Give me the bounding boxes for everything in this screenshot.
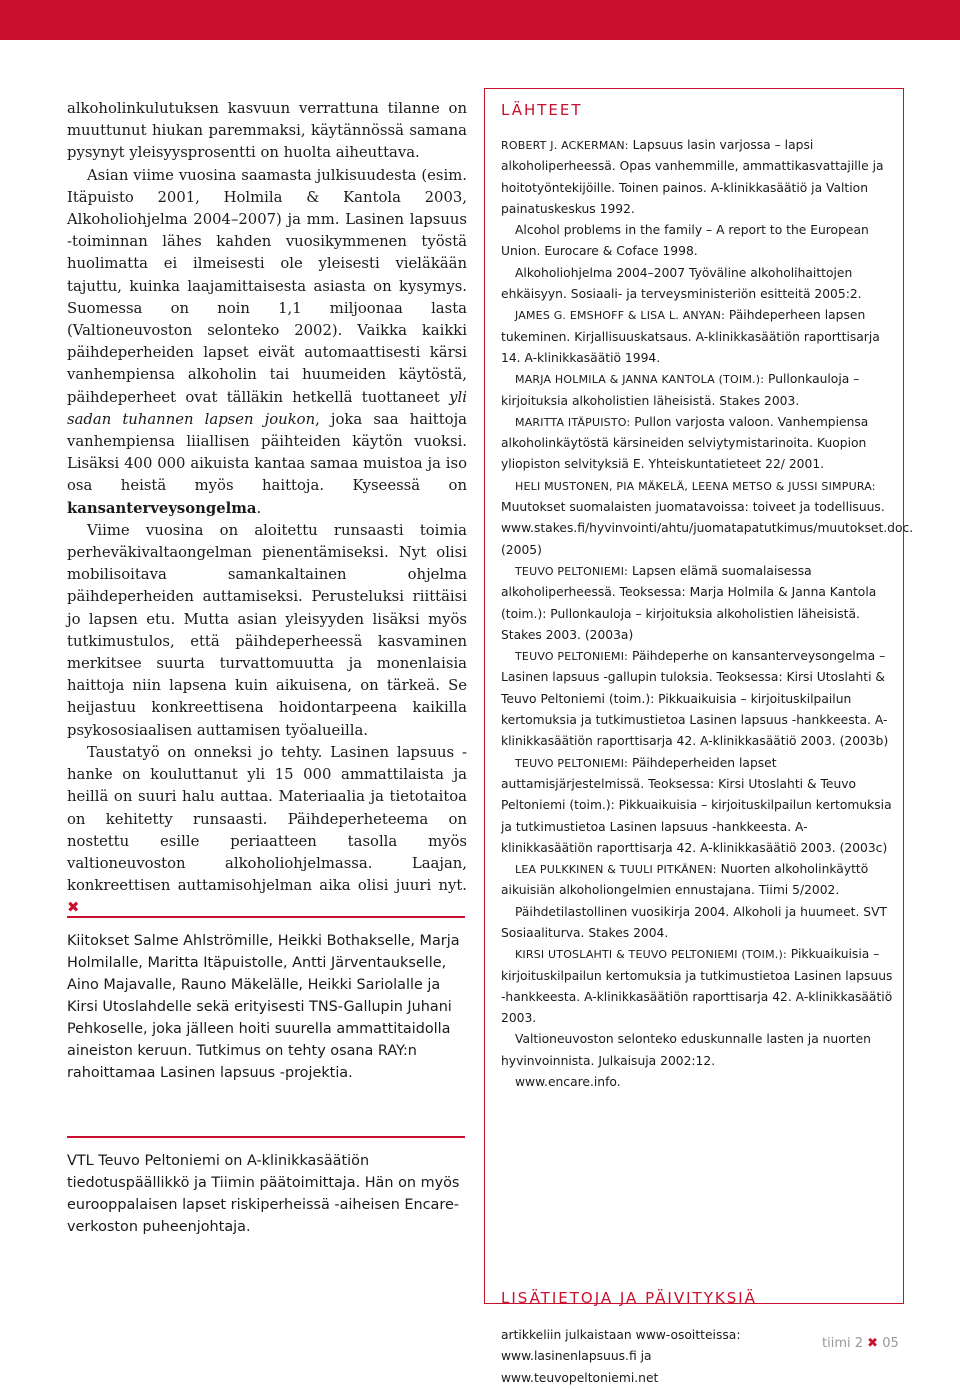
reference-author: KIRSI UTOSLAHTI & TEUVO PELTONIEMI (TOIM.): <box>515 948 787 962</box>
author-bio: VTL Teuvo Peltoniemi on A-klinikkasäätiön tiedotuspäällikkö ja Tiimin päätoimittaja. Hän on myös eurooppalaisen lapset riskiperheissä -aiheisen Encare-verkoston puheenjohtaja. <box>67 1153 460 1235</box>
reference-author: ROBERT J. ACKERMAN: <box>501 139 629 152</box>
reference-author: JAMES G. EMSHOFF & LISA L. ANYAN: <box>515 309 725 323</box>
article-body <box>67 98 467 920</box>
footer-separator-icon: ✖ <box>867 1336 879 1351</box>
reference-item <box>501 902 893 945</box>
reference-list <box>501 135 914 1093</box>
reference-author: HELI MUSTONEN, PIA MÄKELÄ, LEENA METSO & JUSSI SIMPURA: <box>515 479 876 493</box>
reference-item <box>501 220 893 263</box>
divider-bio <box>67 1136 465 1138</box>
emphasis-italic: yli sadan tuhannen lapsen joukon <box>67 388 467 428</box>
reference-text: Pullonkauloja – kirjoituksia alkoholistien läheisistä. Stakes 2003. <box>501 372 860 408</box>
reference-text: Alkoholiohjelma 2004–2007 Työväline alkoholihaittojen ehkäisyyn. Sosiaali- ja terveysministeriön esitteitä 2005:2. <box>501 265 862 302</box>
reference-item <box>501 859 893 902</box>
reference-author: TEUVO PELTONIEMI: <box>515 650 629 664</box>
reference-item <box>501 135 893 220</box>
publication-name: tiimi 2 <box>822 1336 863 1351</box>
end-mark-icon: ✖ <box>67 899 80 917</box>
reference-item <box>501 305 893 369</box>
reference-item <box>501 263 893 306</box>
top-color-bar <box>0 0 960 40</box>
reference-item <box>501 646 893 752</box>
reference-text: Päihdetilastollinen vuosikirja 2004. Alkoholi ja huumeet. SVT Sosiaaliturva. Stakes 2004. <box>501 904 888 940</box>
reference-author: MARJA HOLMILA & JANNA KANTOLA (TOIM.): <box>515 373 765 387</box>
reference-author: MARITTA ITÄPUISTO: <box>515 415 631 429</box>
info-heading: LISÄTIETOJA JA PÄIVITYKSIÄ <box>501 1289 757 1307</box>
reference-item <box>501 1072 893 1093</box>
reference-text: Alcohol problems in the family – A report to the European Union. Eurocare & Coface 1998. <box>501 223 869 259</box>
page-footer <box>822 1336 899 1351</box>
reference-text: www.encare.info. <box>515 1075 621 1090</box>
info-link[interactable]: www.lasinenlapsuus.fi ja <box>501 1349 652 1364</box>
reference-author: TEUVO PELTONIEMI: <box>515 756 629 770</box>
paragraph-4: Taustatyö on onneksi jo tehty. Lasinen lapsuus -hanke on kouluttanut yli 15 000 ammattilaista ja heillä on suuri halu auttaa. Materiaalia ja tietotaitoa on kehitetty runsaasti. Päihdeperheteema on nostettu esille periaatteen tasolla myös valtioneuvoston alkoholiohjelmassa. Laajan, konkreettisen auttamisohjelman aika olisi juuri nyt. ✖ <box>67 743 467 917</box>
reference-text: Valtioneuvoston selonteko eduskunnalle lasten ja nuorten hyvinvoinnista. Julkaisuja 2002:12. <box>501 1032 871 1068</box>
reference-author: LEA PULKKINEN & TUULI PITKÄNEN: <box>515 863 717 877</box>
info-block <box>501 1325 893 1389</box>
reference-text: Lapsen elämä suomalaisessa alkoholiperheessä. Teoksessa: Marja Holmila & Janna Kantola (toim.): Pullonkauloja – kirjoituksia alkoholistien läheisistä. Stakes 2003. (2003a) <box>501 563 877 642</box>
divider-thanks <box>67 916 465 918</box>
paragraph-2: Asian viime vuosina saamasta julkisuudesta (esim. Itäpuisto 2001, Holmila & Kantola 2003, Alkoholiohjelma 2004–2007) ja mm. Lasinen lapsuus -toiminnan lähes kahden vuosikymmenen työstä huolimatta ei ilmeisesti ole yleisesti vieläkään tajuttu, kuinka laajamittaisesta asiasta on kysymys. Suomessa on noin 1,1 miljoonaa lasta (Valtioneuvoston selonteko 2002). Vaikka kaikki päihdeperheiden lapset eivät automaattisesti kärsi vanhempiensa alkoholin tai huumeiden käytöstä, päihdeperheet ovat tälläkin hetkellä tuottaneet yli sadan tuhannen lapsen joukon, joka saa haittoja vanhempiensa liiallisen päihteiden käytön vuoksi. Lisäksi 400 000 aikuista kantaa samaa muistoa ja iso osa heistä myös haittoja. Kyseessä on kansanterveysongelma. <box>67 166 467 517</box>
sources-heading: LÄHTEET <box>501 101 583 119</box>
reference-item <box>501 476 914 561</box>
reference-text: Lapsuus lasin varjossa – lapsi alkoholiperheessä. Opas vanhemmille, ammattikasvattajille ja hoitotyöntekijöille. Toinen painos. A-klinikkasäätiö ja Valtion painatuskeskus 1992. <box>501 138 884 216</box>
info-link[interactable]: www.teuvopeltoniemi.net <box>501 1370 659 1385</box>
reference-item <box>501 753 893 859</box>
page-number: 05 <box>882 1336 899 1351</box>
reference-text: Päihdeperheen lapsen tukeminen. Kirjallisuuskatsaus. A-klinikkasäätiön raporttisarja 14. A-klinikkasäätiö 1994. <box>501 308 880 365</box>
paragraph-1: alkoholinkulutuksen kasvuun verrattuna tilanne on muuttunut hiukan paremmaksi, käytännössä samana pysynyt yleisyysprosentti on huolta aiheuttava. <box>67 100 467 162</box>
reference-item <box>501 944 893 1029</box>
reference-text: Nuorten alkoholinkäyttö aikuisiän alkoholiongelmien ennustajana. Tiimi 5/2002. <box>501 862 869 898</box>
reference-text: Muutokset suomalaisten juomatavoissa: toiveet ja todellisuus. www.stakes.fi/hyvinvointi/ahtu/juomatapatutkimus/muutokset.doc. (2005) <box>501 500 914 557</box>
emphasis-bold: kansanterveysongelma <box>67 499 257 517</box>
reference-text: Päihdeperhe on kansanterveysongelma – Lasinen lapsuus -gallupin tuloksia. Teoksessa: Kirsi Utoslahti & Teuvo Peltoniemi (toim.): Pikkuaikuisia – kirjoituskilpailun kertomuksia ja tutkimustietoa Lasinen lapsuus -hankkeesta. A-klinikkasäätiön raporttisarja 42. A-klinikkasäätiö 2003. (2003b) <box>501 649 889 749</box>
paragraph-3: Viime vuosina on aloitettu runsaasti toimia perheväkivaltaongelman pienentämiseksi. Nyt olisi mobilisoitava samankaltainen ohjelma päihdeperheiden auttamiseksi. Perusteluksi riittäisi jo lapsen etu. Mutta asian yleisyyden lisäksi myös tutkimustulos, että päihdeperheessä kasvaminen merkitsee suurta turvattomuutta ja monenlaisia haittoja niin lapsena kuin aikuisena, on tärkeä. Se heijastuu konkreettisena hoidontarpeena kaikilla psykososiaalisen auttamisen työalueilla. <box>67 521 467 739</box>
reference-item <box>501 369 893 412</box>
acknowledgements: Kiitokset Salme Ahlströmille, Heikki Bothakselle, Marja Holmilalle, Maritta Itäpuistolle, Antti Järventaukselle, Aino Majavalle, Rauno Mäkelälle, Heikki Sariolalle ja Kirsi Utoslahdelle sekä erityisesti TNS-Gallupin Juhani Pehkoselle, joka jälleen hoiti suurella ammattitaidolla aineiston keruun. Tutkimus on tehty osana RAY:n rahoittamaa Lasinen lapsuus -projektia. <box>67 933 460 1081</box>
info-line: artikkeliin julkaistaan www-osoitteissa: <box>501 1328 741 1342</box>
reference-author: TEUVO PELTONIEMI: <box>515 564 629 578</box>
reference-item <box>501 1029 893 1072</box>
reference-text: Pikkuaikuisia – kirjoituskilpailun kertomuksia ja tutkimustietoa Lasinen lapsuus -hankkeesta. A-klinikkasäätiön raporttisarja 42. A-klinikkasäätiö 2003. <box>501 947 893 1026</box>
reference-item <box>501 412 893 476</box>
reference-item <box>501 561 893 646</box>
reference-text: Pullon varjosta valoon. Vanhempiensa alkoholinkäytöstä kärsineiden selviytymistarinoita. Kuopion yliopiston selvityksiä E. Yhteiskuntatieteet 22/ 2001. <box>501 414 869 472</box>
reference-text: Päihdeperheiden lapset auttamisjärjestelmissä. Teoksessa: Kirsi Utoslahti & Teuvo Peltoniemi (toim.): Pikkuaikuisia – kirjoituskilpailun kertomuksia ja tutkimustietoa Lasinen lapsuus -hankkeesta. A-klinikkasäätiön raporttisarja 42. A-klinikkasäätiö 2003. (2003c) <box>501 755 892 855</box>
